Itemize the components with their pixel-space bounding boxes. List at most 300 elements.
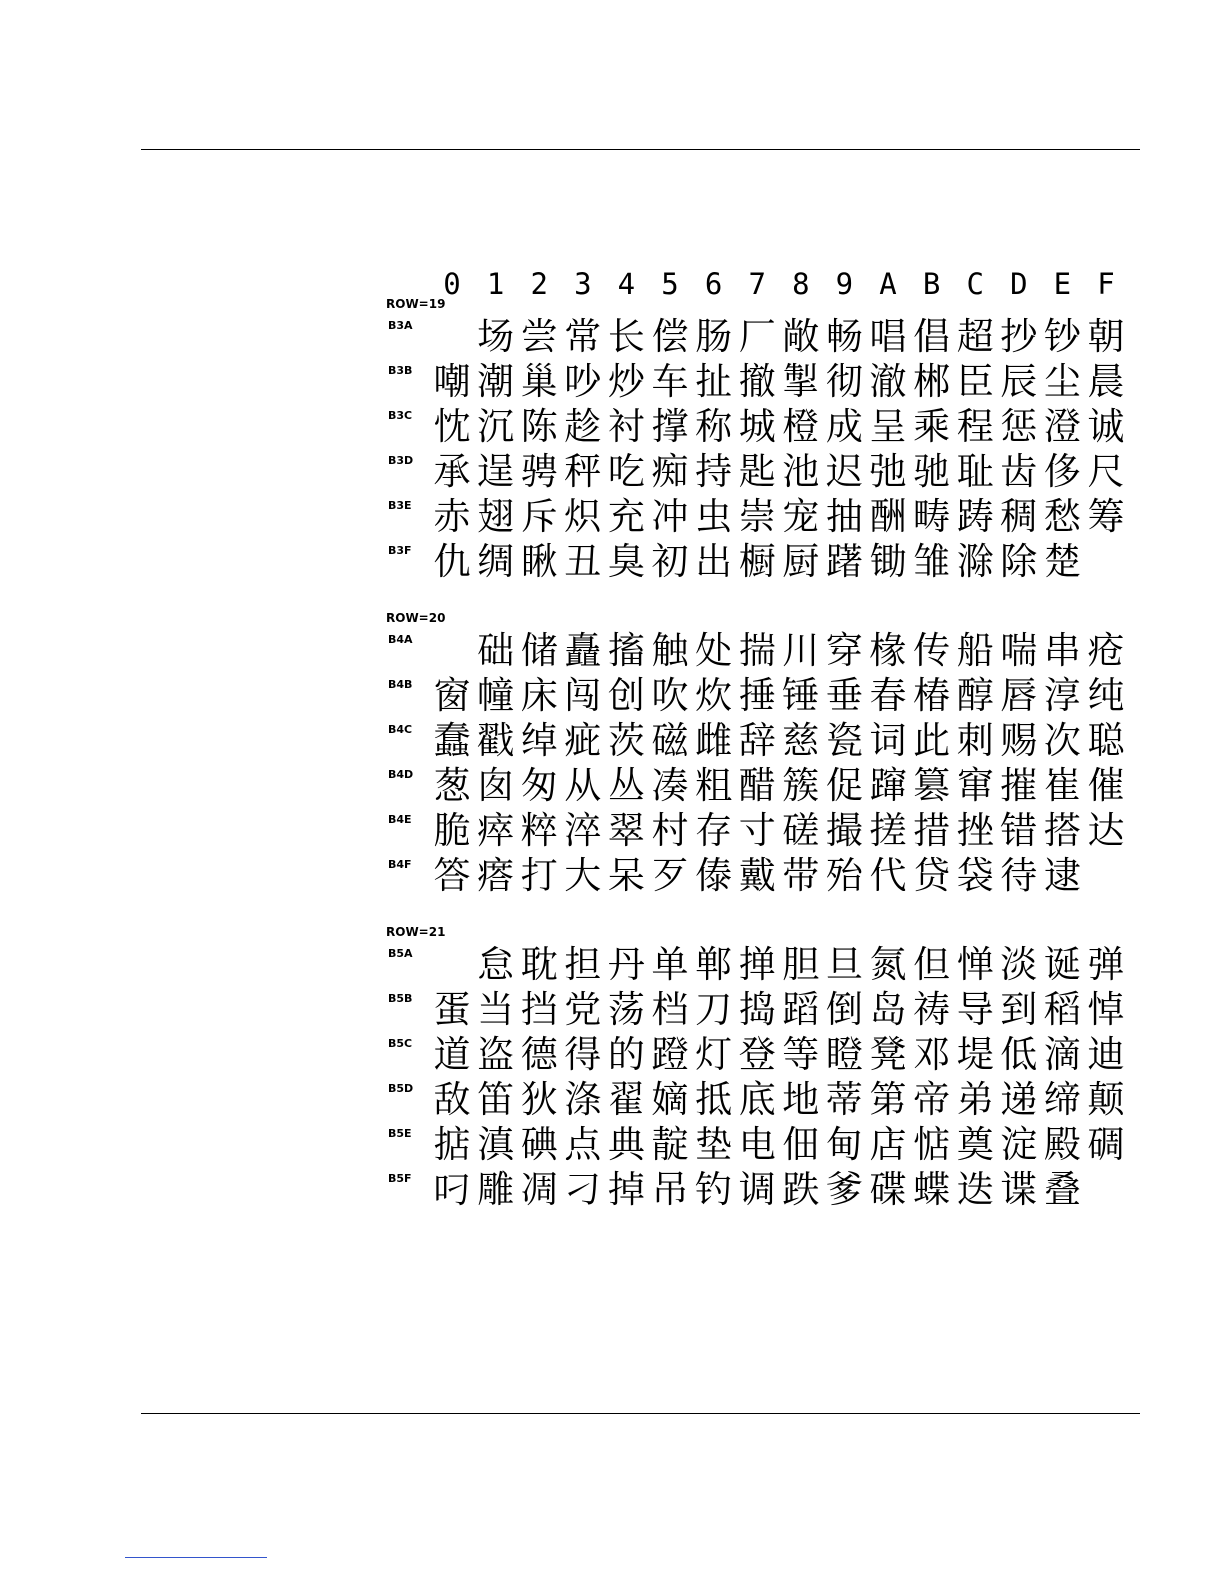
glyph-cell: 串	[1043, 629, 1081, 672]
glyph-cell: 喘	[1000, 629, 1038, 672]
row-block	[386, 296, 1146, 584]
glyph-cell: 楚	[1043, 540, 1081, 583]
glyph-cell: 碉	[1087, 1123, 1125, 1166]
glyph-cell: 赤	[433, 495, 471, 538]
glyph-cell: 川	[782, 629, 820, 672]
glyph-cell: 沉	[477, 405, 515, 448]
row-code-label: B4C	[388, 723, 413, 736]
glyph-cell: 祷	[913, 988, 951, 1031]
glyph-cell: 冲	[651, 495, 689, 538]
column-header: 6	[704, 267, 723, 301]
glyph-cell: 椽	[869, 629, 907, 672]
glyph-cell: 尝	[520, 315, 558, 358]
glyph-cell: 呈	[869, 405, 907, 448]
glyph-cell: 党	[564, 988, 602, 1031]
glyph-cell: 池	[782, 450, 820, 493]
glyph-cell: 凳	[869, 1033, 907, 1076]
glyph-cell: 抵	[695, 1078, 733, 1121]
glyph-cell: 除	[1000, 540, 1038, 583]
glyph-cell: 秤	[564, 450, 602, 493]
code-row	[386, 673, 1146, 718]
glyph-cell: 揣	[738, 629, 776, 672]
glyph-cell: 粹	[520, 809, 558, 852]
code-row	[386, 853, 1146, 898]
glyph-cell: 窜	[956, 764, 994, 807]
row-code-label: B3B	[388, 364, 413, 377]
row-code-label: B5F	[388, 1172, 412, 1185]
glyph-cell: 叼	[433, 1168, 471, 1211]
glyph-cell: 凋	[520, 1168, 558, 1211]
glyph-cell: 底	[738, 1078, 776, 1121]
glyph-cell: 胆	[782, 943, 820, 986]
glyph-cell: 迭	[956, 1168, 994, 1211]
glyph-cell: 衬	[607, 405, 645, 448]
glyph-cell: 逮	[1043, 854, 1081, 897]
glyph-cell: 扯	[695, 360, 733, 403]
code-row	[386, 628, 1146, 673]
glyph-cell: 堤	[956, 1033, 994, 1076]
glyph-cell: 旦	[825, 943, 863, 986]
glyph-cell: 醋	[738, 764, 776, 807]
glyph-cell: 代	[869, 854, 907, 897]
glyph-cell: 戴	[738, 854, 776, 897]
glyph-cell: 辰	[1000, 360, 1038, 403]
glyph-cell: 吹	[651, 674, 689, 717]
column-header: D	[1010, 267, 1028, 301]
glyph-cell: 朝	[1087, 315, 1125, 358]
glyph-cell: 甸	[825, 1123, 863, 1166]
glyph-cell: 淬	[564, 809, 602, 852]
glyph-cell: 橱	[738, 540, 776, 583]
glyph-cell: 电	[738, 1123, 776, 1166]
glyph-cell: 蠢	[433, 719, 471, 762]
glyph-cell: 臭	[607, 540, 645, 583]
glyph-cell: 茨	[607, 719, 645, 762]
glyph-cell: 唇	[1000, 674, 1038, 717]
glyph-cell: 嫡	[651, 1078, 689, 1121]
glyph-cell: 炽	[564, 495, 602, 538]
glyph-cell: 吃	[607, 450, 645, 493]
code-row	[386, 763, 1146, 808]
row-code-label: B4B	[388, 678, 413, 691]
glyph-cell: 岛	[869, 988, 907, 1031]
glyph-cell: 长	[607, 315, 645, 358]
row-block-label: ROW=21	[386, 925, 446, 939]
glyph-cell: 郸	[695, 943, 733, 986]
row-code-label: B4E	[388, 813, 412, 826]
column-header: 8	[792, 267, 810, 301]
glyph-cell: 纯	[1087, 674, 1125, 717]
code-row	[386, 539, 1146, 584]
glyph-cell: 崇	[738, 495, 776, 538]
glyph-cell: 掸	[738, 943, 776, 986]
glyph-cell: 蹬	[651, 1033, 689, 1076]
glyph-cell: 次	[1043, 719, 1081, 762]
glyph-cell: 稻	[1043, 988, 1081, 1031]
glyph-cell: 潮	[477, 360, 515, 403]
glyph-cell: 仇	[433, 540, 471, 583]
glyph-cell: 赐	[1000, 719, 1038, 762]
glyph-cell: 尺	[1087, 450, 1125, 493]
glyph-cell: 悼	[1087, 988, 1125, 1031]
glyph-cell: 谍	[1000, 1168, 1038, 1211]
glyph-cell: 丹	[607, 943, 645, 986]
glyph-cell: 弟	[956, 1078, 994, 1121]
glyph-cell: 躇	[825, 540, 863, 583]
glyph-cell: 淡	[1000, 943, 1038, 986]
glyph-cell: 筹	[1087, 495, 1125, 538]
glyph-cell: 担	[564, 943, 602, 986]
glyph-cell: 椿	[913, 674, 951, 717]
glyph-cell: 捶	[738, 674, 776, 717]
glyph-cell: 邓	[913, 1033, 951, 1076]
glyph-cell: 畴	[913, 495, 951, 538]
row-code-label: B5B	[388, 992, 413, 1005]
glyph-cell: 臣	[956, 360, 994, 403]
glyph-cell: 葱	[433, 764, 471, 807]
glyph-cell: 凑	[651, 764, 689, 807]
glyph-cell: 窗	[433, 674, 471, 717]
glyph-cell: 滴	[1043, 1033, 1081, 1076]
glyph-cell: 村	[651, 809, 689, 852]
glyph-cell: 词	[869, 719, 907, 762]
glyph-cell: 趁	[564, 405, 602, 448]
row-code-label: B5D	[388, 1082, 414, 1095]
row-code-label: B5E	[388, 1127, 412, 1140]
code-row	[386, 718, 1146, 763]
glyph-cell: 帝	[913, 1078, 951, 1121]
glyph-cell: 瘩	[477, 854, 515, 897]
column-header: 3	[574, 267, 592, 301]
glyph-cell: 笛	[477, 1078, 515, 1121]
code-row	[386, 494, 1146, 539]
column-header: 9	[835, 267, 854, 301]
glyph-cell: 踌	[956, 495, 994, 538]
glyph-cell: 存	[695, 809, 733, 852]
glyph-cell: 碟	[869, 1168, 907, 1211]
top-rule	[141, 149, 1140, 150]
glyph-cell: 丛	[607, 764, 645, 807]
glyph-cell: 氮	[869, 943, 907, 986]
glyph-cell: 唱	[869, 315, 907, 358]
row-block-label: ROW=19	[386, 297, 446, 311]
glyph-cell: 抽	[825, 495, 863, 538]
code-row	[386, 808, 1146, 853]
glyph-cell: 大	[564, 854, 602, 897]
glyph-cell: 翅	[477, 495, 515, 538]
glyph-cell: 超	[956, 315, 994, 358]
glyph-cell: 闯	[564, 674, 602, 717]
glyph-cell: 虫	[695, 495, 733, 538]
row-block-label: ROW=20	[386, 611, 446, 625]
glyph-cell: 承	[433, 450, 471, 493]
glyph-cell: 侈	[1043, 450, 1081, 493]
glyph-cell: 待	[1000, 854, 1038, 897]
column-header: 7	[748, 267, 766, 301]
glyph-cell: 绸	[477, 540, 515, 583]
glyph-cell: 吵	[564, 360, 602, 403]
glyph-cell: 打	[520, 854, 558, 897]
glyph-cell: 瓷	[825, 719, 863, 762]
glyph-cell: 摧	[1000, 764, 1038, 807]
row-block	[386, 924, 1146, 1212]
glyph-cell: 持	[695, 450, 733, 493]
glyph-cell: 灯	[695, 1033, 733, 1076]
row-code-label: B3A	[388, 319, 413, 332]
glyph-cell: 怠	[477, 943, 515, 986]
glyph-cell: 处	[695, 629, 733, 672]
glyph-cell: 涤	[564, 1078, 602, 1121]
glyph-cell: 酬	[869, 495, 907, 538]
row-code-label: B3F	[388, 544, 412, 557]
column-header: 1	[486, 267, 505, 301]
glyph-cell: 春	[869, 674, 907, 717]
glyph-cell: 惩	[1000, 405, 1038, 448]
glyph-cell: 篡	[913, 764, 951, 807]
glyph-cell: 戳	[477, 719, 515, 762]
glyph-cell: 宠	[782, 495, 820, 538]
glyph-cell: 钞	[1043, 315, 1081, 358]
glyph-cell: 巢	[520, 360, 558, 403]
glyph-cell: 调	[738, 1168, 776, 1211]
glyph-cell: 促	[825, 764, 863, 807]
glyph-cell: 惦	[913, 1123, 951, 1166]
glyph-cell: 瘁	[477, 809, 515, 852]
glyph-cell: 愁	[1043, 495, 1081, 538]
glyph-cell: 达	[1087, 809, 1125, 852]
glyph-cell: 晨	[1087, 360, 1125, 403]
code-row	[386, 1077, 1146, 1122]
glyph-cell: 地	[782, 1078, 820, 1121]
glyph-cell: 垂	[825, 674, 863, 717]
glyph-cell: 耽	[520, 943, 558, 986]
column-header: F	[1097, 267, 1115, 301]
glyph-cell: 畅	[825, 315, 863, 358]
glyph-cell: 翠	[607, 809, 645, 852]
footer-link-underline[interactable]	[125, 1557, 267, 1558]
glyph-cell: 辞	[738, 719, 776, 762]
row-code-label: B4F	[388, 858, 412, 871]
code-row	[386, 1167, 1146, 1212]
glyph-cell: 充	[607, 495, 645, 538]
glyph-cell: 歹	[651, 854, 689, 897]
glyph-cell: 诚	[1087, 405, 1125, 448]
glyph-cell: 矗	[564, 629, 602, 672]
glyph-cell: 彻	[825, 360, 863, 403]
glyph-cell: 传	[913, 629, 951, 672]
glyph-cell: 储	[520, 629, 558, 672]
glyph-cell: 初	[651, 540, 689, 583]
glyph-cell: 疮	[1087, 629, 1125, 672]
glyph-cell: 炒	[607, 360, 645, 403]
glyph-cell: 搐	[607, 629, 645, 672]
glyph-cell: 敞	[782, 315, 820, 358]
code-row	[386, 404, 1146, 449]
glyph-cell: 骋	[520, 450, 558, 493]
glyph-cell: 忱	[433, 405, 471, 448]
glyph-cell: 匆	[520, 764, 558, 807]
glyph-cell: 囱	[477, 764, 515, 807]
glyph-cell: 撮	[825, 809, 863, 852]
row-code-label: B5C	[388, 1037, 413, 1050]
glyph-cell: 逞	[477, 450, 515, 493]
glyph-cell: 础	[477, 629, 515, 672]
glyph-cell: 陈	[520, 405, 558, 448]
glyph-cell: 靛	[651, 1123, 689, 1166]
glyph-cell: 佃	[782, 1123, 820, 1166]
column-header: 4	[617, 267, 636, 301]
glyph-cell: 搭	[1043, 809, 1081, 852]
glyph-cell: 刀	[695, 988, 733, 1031]
glyph-cell: 低	[1000, 1033, 1038, 1076]
glyph-cell: 雌	[695, 719, 733, 762]
code-row	[386, 1032, 1146, 1077]
glyph-cell: 淳	[1043, 674, 1081, 717]
glyph-cell: 爹	[825, 1168, 863, 1211]
glyph-cell: 贷	[913, 854, 951, 897]
glyph-cell: 迪	[1087, 1033, 1125, 1076]
glyph-cell: 掂	[433, 1123, 471, 1166]
glyph-cell: 雏	[913, 540, 951, 583]
glyph-cell: 刺	[956, 719, 994, 762]
column-header: E	[1053, 267, 1072, 301]
glyph-cell: 橙	[782, 405, 820, 448]
glyph-cell: 簇	[782, 764, 820, 807]
glyph-cell: 德	[520, 1033, 558, 1076]
glyph-cell: 偿	[651, 315, 689, 358]
glyph-cell: 翟	[607, 1078, 645, 1121]
glyph-cell: 呆	[607, 854, 645, 897]
glyph-cell: 蛋	[433, 988, 471, 1031]
glyph-cell: 得	[564, 1033, 602, 1076]
glyph-cell: 蝶	[913, 1168, 951, 1211]
glyph-cell: 蹈	[782, 988, 820, 1031]
glyph-cell: 催	[1087, 764, 1125, 807]
bottom-rule	[141, 1413, 1140, 1414]
glyph-cell: 当	[477, 988, 515, 1031]
code-row	[386, 1122, 1146, 1167]
glyph-cell: 尘	[1043, 360, 1081, 403]
row-code-label: B4A	[388, 633, 413, 646]
glyph-cell: 从	[564, 764, 602, 807]
code-row	[386, 314, 1146, 359]
glyph-cell: 捣	[738, 988, 776, 1031]
glyph-cell: 傣	[695, 854, 733, 897]
glyph-cell: 第	[869, 1078, 907, 1121]
glyph-cell: 狄	[520, 1078, 558, 1121]
glyph-cell: 称	[695, 405, 733, 448]
character-code-table	[386, 268, 1146, 1212]
glyph-cell: 殆	[825, 854, 863, 897]
glyph-cell: 创	[607, 674, 645, 717]
glyph-cell: 常	[564, 315, 602, 358]
row-code-label: B3C	[388, 409, 413, 422]
glyph-cell: 盗	[477, 1033, 515, 1076]
glyph-cell: 挡	[520, 988, 558, 1031]
glyph-cell: 跌	[782, 1168, 820, 1211]
glyph-cell: 斥	[520, 495, 558, 538]
glyph-cell: 措	[913, 809, 951, 852]
glyph-cell: 档	[651, 988, 689, 1031]
glyph-cell: 倡	[913, 315, 951, 358]
glyph-cell: 但	[913, 943, 951, 986]
glyph-cell: 惮	[956, 943, 994, 986]
glyph-cell: 匙	[738, 450, 776, 493]
glyph-cell: 迟	[825, 450, 863, 493]
glyph-cell: 炊	[695, 674, 733, 717]
row-block	[386, 610, 1146, 898]
glyph-cell: 敌	[433, 1078, 471, 1121]
glyph-cell: 聪	[1087, 719, 1125, 762]
glyph-cell: 滁	[956, 540, 994, 583]
glyph-cell: 程	[956, 405, 994, 448]
glyph-cell: 乘	[913, 405, 951, 448]
glyph-cell: 荡	[607, 988, 645, 1031]
row-code-label: B3D	[388, 454, 414, 467]
glyph-cell: 淀	[1000, 1123, 1038, 1166]
glyph-cell: 稠	[1000, 495, 1038, 538]
glyph-cell: 点	[564, 1123, 602, 1166]
glyph-cell: 触	[651, 629, 689, 672]
glyph-cell: 脆	[433, 809, 471, 852]
glyph-cell: 雕	[477, 1168, 515, 1211]
glyph-cell: 钓	[695, 1168, 733, 1211]
glyph-cell: 导	[956, 988, 994, 1031]
glyph-cell: 醇	[956, 674, 994, 717]
glyph-cell: 成	[825, 405, 863, 448]
code-row	[386, 942, 1146, 987]
glyph-cell: 疵	[564, 719, 602, 762]
glyph-cell: 床	[520, 674, 558, 717]
glyph-cell: 撤	[738, 360, 776, 403]
glyph-cell: 的	[607, 1033, 645, 1076]
glyph-cell: 诞	[1043, 943, 1081, 986]
glyph-cell: 带	[782, 854, 820, 897]
row-code-label: B3E	[388, 499, 412, 512]
glyph-cell: 出	[695, 540, 733, 583]
glyph-cell: 崔	[1043, 764, 1081, 807]
glyph-cell: 齿	[1000, 450, 1038, 493]
row-code-label: B5A	[388, 947, 413, 960]
glyph-cell: 车	[651, 360, 689, 403]
column-header: 0	[443, 267, 461, 301]
glyph-cell: 挫	[956, 809, 994, 852]
glyph-cell: 典	[607, 1123, 645, 1166]
glyph-cell: 刁	[564, 1168, 602, 1211]
glyph-cell: 肠	[695, 315, 733, 358]
glyph-cell: 抄	[1000, 315, 1038, 358]
glyph-cell: 奠	[956, 1123, 994, 1166]
row-code-label: B4D	[388, 768, 414, 781]
glyph-cell: 叠	[1043, 1168, 1081, 1211]
glyph-cell: 驰	[913, 450, 951, 493]
glyph-cell: 澈	[869, 360, 907, 403]
glyph-cell: 耻	[956, 450, 994, 493]
glyph-cell: 痴	[651, 450, 689, 493]
glyph-cell: 锄	[869, 540, 907, 583]
glyph-cell: 嘲	[433, 360, 471, 403]
glyph-cell: 瞅	[520, 540, 558, 583]
glyph-cell: 登	[738, 1033, 776, 1076]
glyph-cell: 搓	[869, 809, 907, 852]
glyph-cell: 蹿	[869, 764, 907, 807]
column-header: 2	[530, 267, 548, 301]
glyph-cell: 郴	[913, 360, 951, 403]
block-gap	[386, 584, 1146, 610]
glyph-cell: 单	[651, 943, 689, 986]
glyph-cell: 厂	[738, 315, 776, 358]
column-header: C	[966, 267, 984, 301]
